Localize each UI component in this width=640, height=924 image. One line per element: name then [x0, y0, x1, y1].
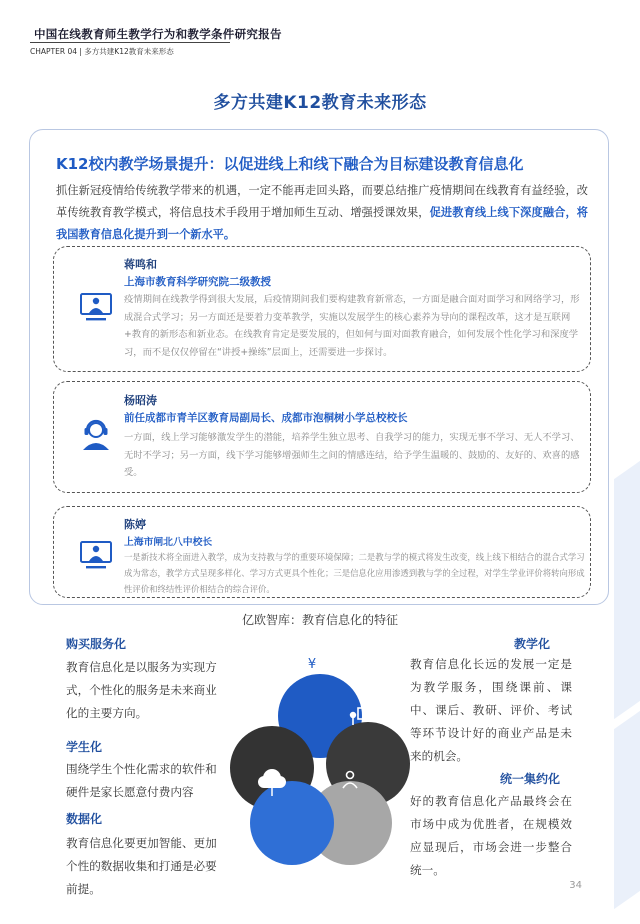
svg-text:¥: ¥ [307, 657, 317, 672]
page-heading: 多方共建K12教育未来形态 [213, 93, 427, 113]
feature-title-unified: 统一集约化 [500, 772, 561, 786]
decor-stripe [614, 461, 640, 719]
expert-quote: 一是新技术将全面进入教学，成为支持教与学的重要环境保障；二是教与学的模式将发生改变，线上线下相结合的混合式学习成为常态，教学方式呈现多样化、学习方式更具个性化；三是信息化应用渗透到教与学的全过程，对学生学业评价将转向形成性评价和终结性评价相结合的综合评价。 [124, 552, 585, 594]
expert-org: 上海市教育科学研究院二级教授 [124, 276, 271, 288]
expert-name: 蒋鸣和 [124, 258, 157, 271]
report-title: 中国在线教育师生教学行为和教学条件研究报告 [34, 27, 282, 41]
diagram-circle-blue [250, 781, 334, 865]
decor-stripe [614, 711, 640, 909]
feature-text-unified: 好的教育信息化产品最终会在市场中成为优胜者，在规模效应显现后，市场会进一步整合统一。 [410, 794, 572, 877]
expert-name: 杨昭涛 [124, 394, 157, 407]
presentation-icon [78, 289, 114, 325]
features-diagram [222, 628, 418, 884]
feature-text-data: 教育信息化要更加智能、更加个性的数据收集和打通是必要前提。 [66, 836, 217, 896]
expert-box [53, 246, 591, 372]
expert-name: 陈婷 [124, 518, 146, 531]
feature-title-student: 学生化 [66, 740, 103, 754]
expert-box [53, 381, 591, 493]
page-number: 34 [569, 880, 582, 891]
card-intro [56, 180, 588, 246]
expert-org: 上海市闸北八中校长 [124, 537, 213, 548]
intro-highlight: 促进教育线上线下深度融合，将我国教育信息化提升到一个新水平。 [56, 206, 588, 241]
expert-org: 前任成都市青羊区教育局副局长、成都市泡桐树小学总校校长 [124, 412, 408, 424]
expert-quote: 一方面，线上学习能够激发学生的潜能，培养学生独立思考、自我学习的能力，实现无事不学习、无人不学习、无时不学习；另一方面，线下学习能够增强师生之间的情感连结，给予学生温暖的、鼓励的、友好的、欢喜的感受。 [124, 432, 580, 478]
yen-icon [301, 652, 323, 674]
feature-title-teaching: 教学化 [514, 637, 551, 651]
feature-title-data: 数据化 [66, 812, 103, 826]
person-at-desk-icon [254, 695, 266, 713]
header-divider [30, 42, 230, 43]
feature-title-purchase: 购买服务化 [66, 637, 127, 651]
feature-text-purchase: 教育信息化是以服务为实现方式，个性化的服务是未来商业化的主要方向。 [66, 660, 217, 720]
figure-caption: 亿欧智库：教育信息化的特征 [241, 613, 398, 627]
intro-text: 抓住新冠疫情给传统教学带来的机遇，一定不能再走回头路，而要总结推广疫情期间在线教育有益经验，改革传统教育教学模式，将信息技术手段用于增加师生互动、增强授课效果， [56, 184, 588, 219]
expert-box [53, 506, 591, 598]
feature-text-student: 围绕学生个性化需求的软件和硬件是家长愿意付费内容 [66, 762, 217, 799]
chapter-label: CHAPTER 04 | 多方共建K12教育未来形态 [30, 47, 174, 56]
card-title: K12校内教学场景提升：以促进线上和线下融合为目标建设教育信息化 [56, 155, 524, 173]
expert-quote: 疫情期间在线教学得到很大发展，后疫情期间我们要构建教育新常态，一方面是融合面对面学习和网络学习，形成混合式学习；另一方面还是要着力变革教学，实施以发展学生的核心素养为导向的课程改革，这才是互联网+教育的新形态和新业态。在线教育肯定是要发展的，但如何与面对面教育融合，如何发展个性化学习和深度学习，而不是仅仅停留在“讲授+操练”层面上，还需要进一步探讨。 [124, 294, 580, 358]
presentation-icon [78, 537, 114, 573]
feature-text-teaching: 教育信息化长远的发展一定是为教学服务，围绕课前、课中、课后、教研、评价、考试等环节设计好的商业产品是未来的机会。 [410, 657, 572, 763]
headset-person-icon [78, 416, 114, 452]
